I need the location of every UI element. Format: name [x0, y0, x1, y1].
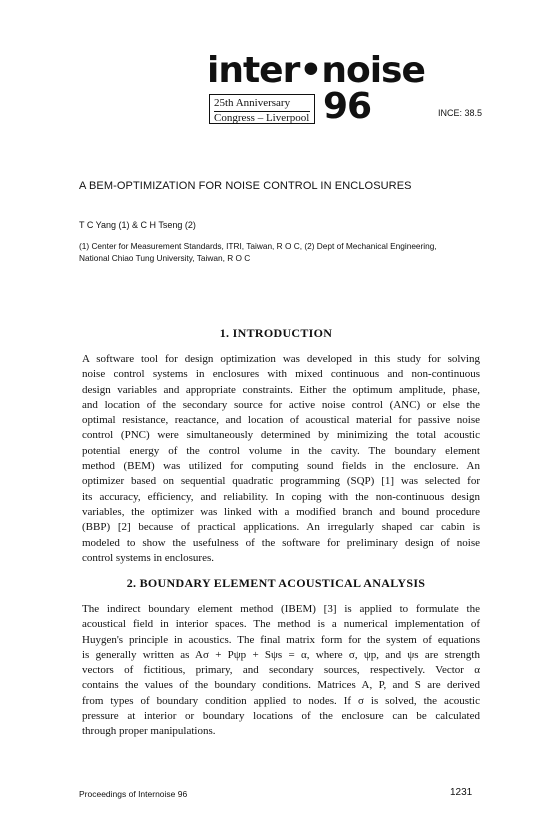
text-line: The indirect boundary element method (IBEM) [3] is applied to formulate the	[82, 603, 480, 615]
logo-box-line2: Congress – Liverpool	[214, 112, 310, 124]
text-line: Huygen's principle in acoustics. The final matrix form for the system of equations	[82, 633, 480, 646]
text-line: from types of boundary condition applied to nodes. If σ is solved, the acoustic	[82, 694, 480, 707]
ince-code: INCE: 38.5	[438, 108, 483, 118]
text-line: A software tool for design optimization was developed in this study for solving	[82, 353, 480, 365]
logo-wordmark: inter•noise	[207, 50, 425, 91]
text-line: optimal resistance, reactance, and location of acoustical material for passive noise	[82, 414, 480, 427]
text-line: contains the values of the boundary conditions. Matrices A, P, and S are derived	[82, 679, 480, 692]
conference-logo	[207, 50, 425, 128]
text-line: potential energy of the control volume in the cavity. The boundary element	[82, 444, 480, 457]
paper-authors: T C Yang (1) & C H Tseng (2)	[79, 220, 196, 230]
logo-anniversary-box	[209, 94, 315, 124]
introduction-paragraph	[82, 352, 480, 566]
text-line: modeled to show the usefulness of the software for preliminary design of noise	[82, 536, 480, 549]
text-line: design variables and appropriate constraints. Either the optimum amplitude, phase,	[82, 383, 480, 396]
footer-proceedings: Proceedings of Internoise 96	[79, 789, 188, 799]
text-line: control (PNC) were simultaneously determined by minimizing the total acoustic	[82, 429, 480, 442]
affiliation-line: (1) Center for Measurement Standards, ITRI, Taiwan, R O C, (2) Dept of Mechanical Engineering,	[79, 241, 437, 251]
text-line: vectors of fictitious, primary, and secondary sources, respectively. Vector α	[82, 664, 480, 677]
text-line: method (BEM) was utilized for computing sound fields in the enclosure. An	[82, 460, 480, 473]
affiliations	[79, 240, 489, 264]
paper-title: A BEM-OPTIMIZATION FOR NOISE CONTROL IN ENCLOSURES	[79, 180, 412, 192]
text-line: optimizer based on sequential quadratic programming (SQP) [1] was selected for	[82, 475, 480, 488]
logo-year: 96	[323, 86, 372, 127]
text-line: control systems in enclosures.	[82, 551, 214, 564]
text-line: through proper manipulations.	[82, 725, 216, 738]
section-heading-bem: 2. BOUNDARY ELEMENT ACOUSTICAL ANALYSIS	[126, 576, 426, 590]
page-number: 1231	[450, 787, 473, 798]
text-line: (BBP) [2] because of practical applications. An irregularly shaped car cabin is	[82, 521, 480, 534]
text-line: and location of the secondary source for active noise control (ANC) or else the	[82, 398, 480, 411]
bem-paragraph	[82, 602, 480, 740]
text-line: acoustical field in interior spaces. The method is a numerical implementation of	[82, 618, 480, 631]
text-line: pressure at interior or boundary locations of the enclosure can be calculated	[82, 710, 480, 723]
text-line: its accuracy, efficiency, and reliability. In coping with the non-continuous design	[82, 490, 480, 503]
logo-box-line1: 25th Anniversary	[214, 97, 291, 109]
affiliation-line: National Chiao Tung University, Taiwan, R O C	[79, 253, 251, 263]
text-line: variables, the optimizer was linked with a modified branch and bound procedure	[82, 505, 480, 518]
text-line: noise control systems in enclosures with mixed continuous and non-continuous	[82, 368, 480, 381]
section-heading-introduction: 1. INTRODUCTION	[219, 326, 333, 340]
text-line: is generally written as Aσ + Pψp + Sψs = α, where σ, ψp, and ψs are strength	[82, 648, 480, 661]
